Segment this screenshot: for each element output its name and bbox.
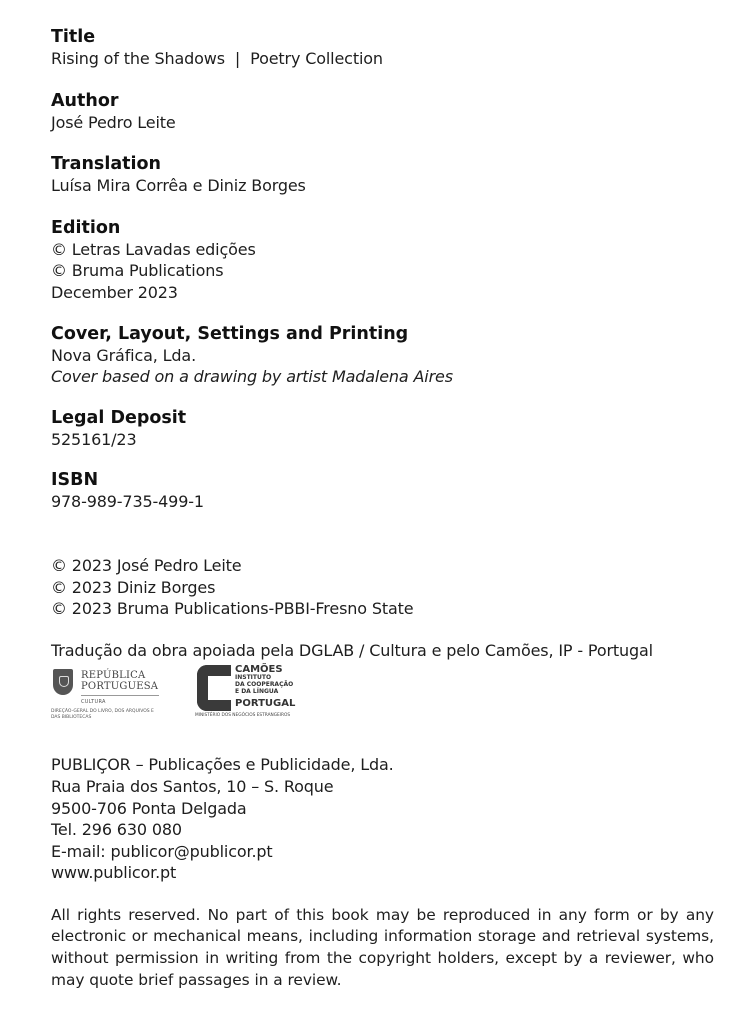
publisher-phone: Tel. 296 630 080	[51, 820, 182, 840]
legal-deposit-value: 525161/23	[51, 429, 137, 449]
production-section	[51, 324, 714, 388]
book-title: Rising of the Shadows	[51, 49, 225, 68]
edition-line: December 2023	[51, 282, 178, 302]
isbn-label: ISBN	[51, 470, 99, 491]
copyright-line: © 2023 Bruma Publications-PBBI-Fresno State	[51, 599, 414, 619]
production-label: Cover, Layout, Settings and Printing	[51, 323, 409, 344]
edition-label: Edition	[51, 217, 121, 238]
camoes-c-icon	[197, 665, 231, 711]
logo-camoes-sub2: DA COOPERAÇÃO	[235, 680, 294, 688]
production-company: Nova Gráfica, Lda.	[51, 345, 197, 365]
publisher-email: E-mail: publicor@publicor.pt	[51, 841, 273, 861]
legal-deposit-section	[51, 408, 714, 451]
publisher-city: 9500-706 Ponta Delgada	[51, 798, 247, 818]
translation-section	[51, 154, 714, 197]
edition-section	[51, 218, 714, 304]
legal-deposit-label: Legal Deposit	[51, 407, 187, 428]
translation-label: Translation	[51, 154, 161, 175]
publisher-name: PUBLIÇOR – Publicações e Publicidade, Lda.	[51, 755, 394, 775]
colophon-page	[51, 27, 714, 991]
edition-line: © Letras Lavadas edições	[51, 239, 256, 259]
title-section	[51, 27, 714, 70]
logo-rp-dept-line1: DIREÇÃO-GERAL DO LIVRO, DOS ARQUIVOS E	[51, 709, 154, 715]
logo-camoes-name: CAMÕES	[235, 664, 283, 676]
copyright-line: © 2023 Diniz Borges	[51, 577, 216, 597]
title-label: Title	[51, 27, 96, 47]
translation-value: Luísa Mira Corrêa e Diniz Borges	[51, 176, 306, 196]
publisher-street: Rua Praia dos Santos, 10 – S. Roque	[51, 776, 334, 796]
logo-rp-dept-line2: DAS BIBLIOTECAS	[51, 714, 92, 720]
rights-section	[51, 905, 714, 991]
cover-note: Cover based on a drawing by artist Madalena Aires	[51, 367, 453, 387]
book-subtitle: Poetry Collection	[250, 49, 383, 68]
copyright-section	[51, 555, 714, 620]
author-value: José Pedro Leite	[51, 112, 176, 132]
edition-line: © Bruma Publications	[51, 261, 224, 281]
author-section	[51, 91, 714, 134]
logo-rp-culture: CULTURA	[81, 699, 106, 706]
support-section	[51, 640, 714, 728]
title-separator: |	[234, 49, 241, 68]
publisher-section	[51, 754, 714, 884]
copyright-line: © 2023 José Pedro Leite	[51, 555, 242, 575]
rights-notice: All rights reserved. No part of this book may be reproduced in any form or by any electronic or mechanical means, including information storage and retrieval systems, without permission in writing from the copyright holders, except by a reviewer, who may quote brief passages in a review.	[51, 905, 714, 989]
author-label: Author	[51, 90, 119, 111]
logo-rp-line2: PORTUGUESA	[81, 681, 159, 693]
logo-camoes-country: PORTUGAL	[235, 698, 296, 710]
sponsor-logos	[51, 665, 714, 727]
logo-rp-line1: REPÚBLICA	[81, 670, 146, 682]
isbn-value: 978-989-735-499-1	[51, 492, 204, 512]
title-value	[51, 48, 714, 70]
publisher-website: www.publicor.pt	[51, 863, 177, 883]
logo-divider	[81, 695, 159, 696]
logo-camoes-ministry: MINISTÉRIO DOS NEGÓCIOS ESTRANGEIROS	[195, 713, 291, 719]
support-text: Tradução da obra apoiada pela DGLAB / Cultura e pelo Camões, IP - Portugal	[51, 640, 653, 660]
isbn-section	[51, 470, 714, 513]
coat-of-arms-icon	[53, 669, 73, 695]
logo-camoes-sub1: INSTITUTO	[235, 674, 272, 682]
camoes-institute-logo	[197, 665, 315, 725]
republica-portuguesa-logo	[51, 667, 171, 725]
logo-camoes-sub3: E DA LÍNGUA	[235, 687, 279, 695]
